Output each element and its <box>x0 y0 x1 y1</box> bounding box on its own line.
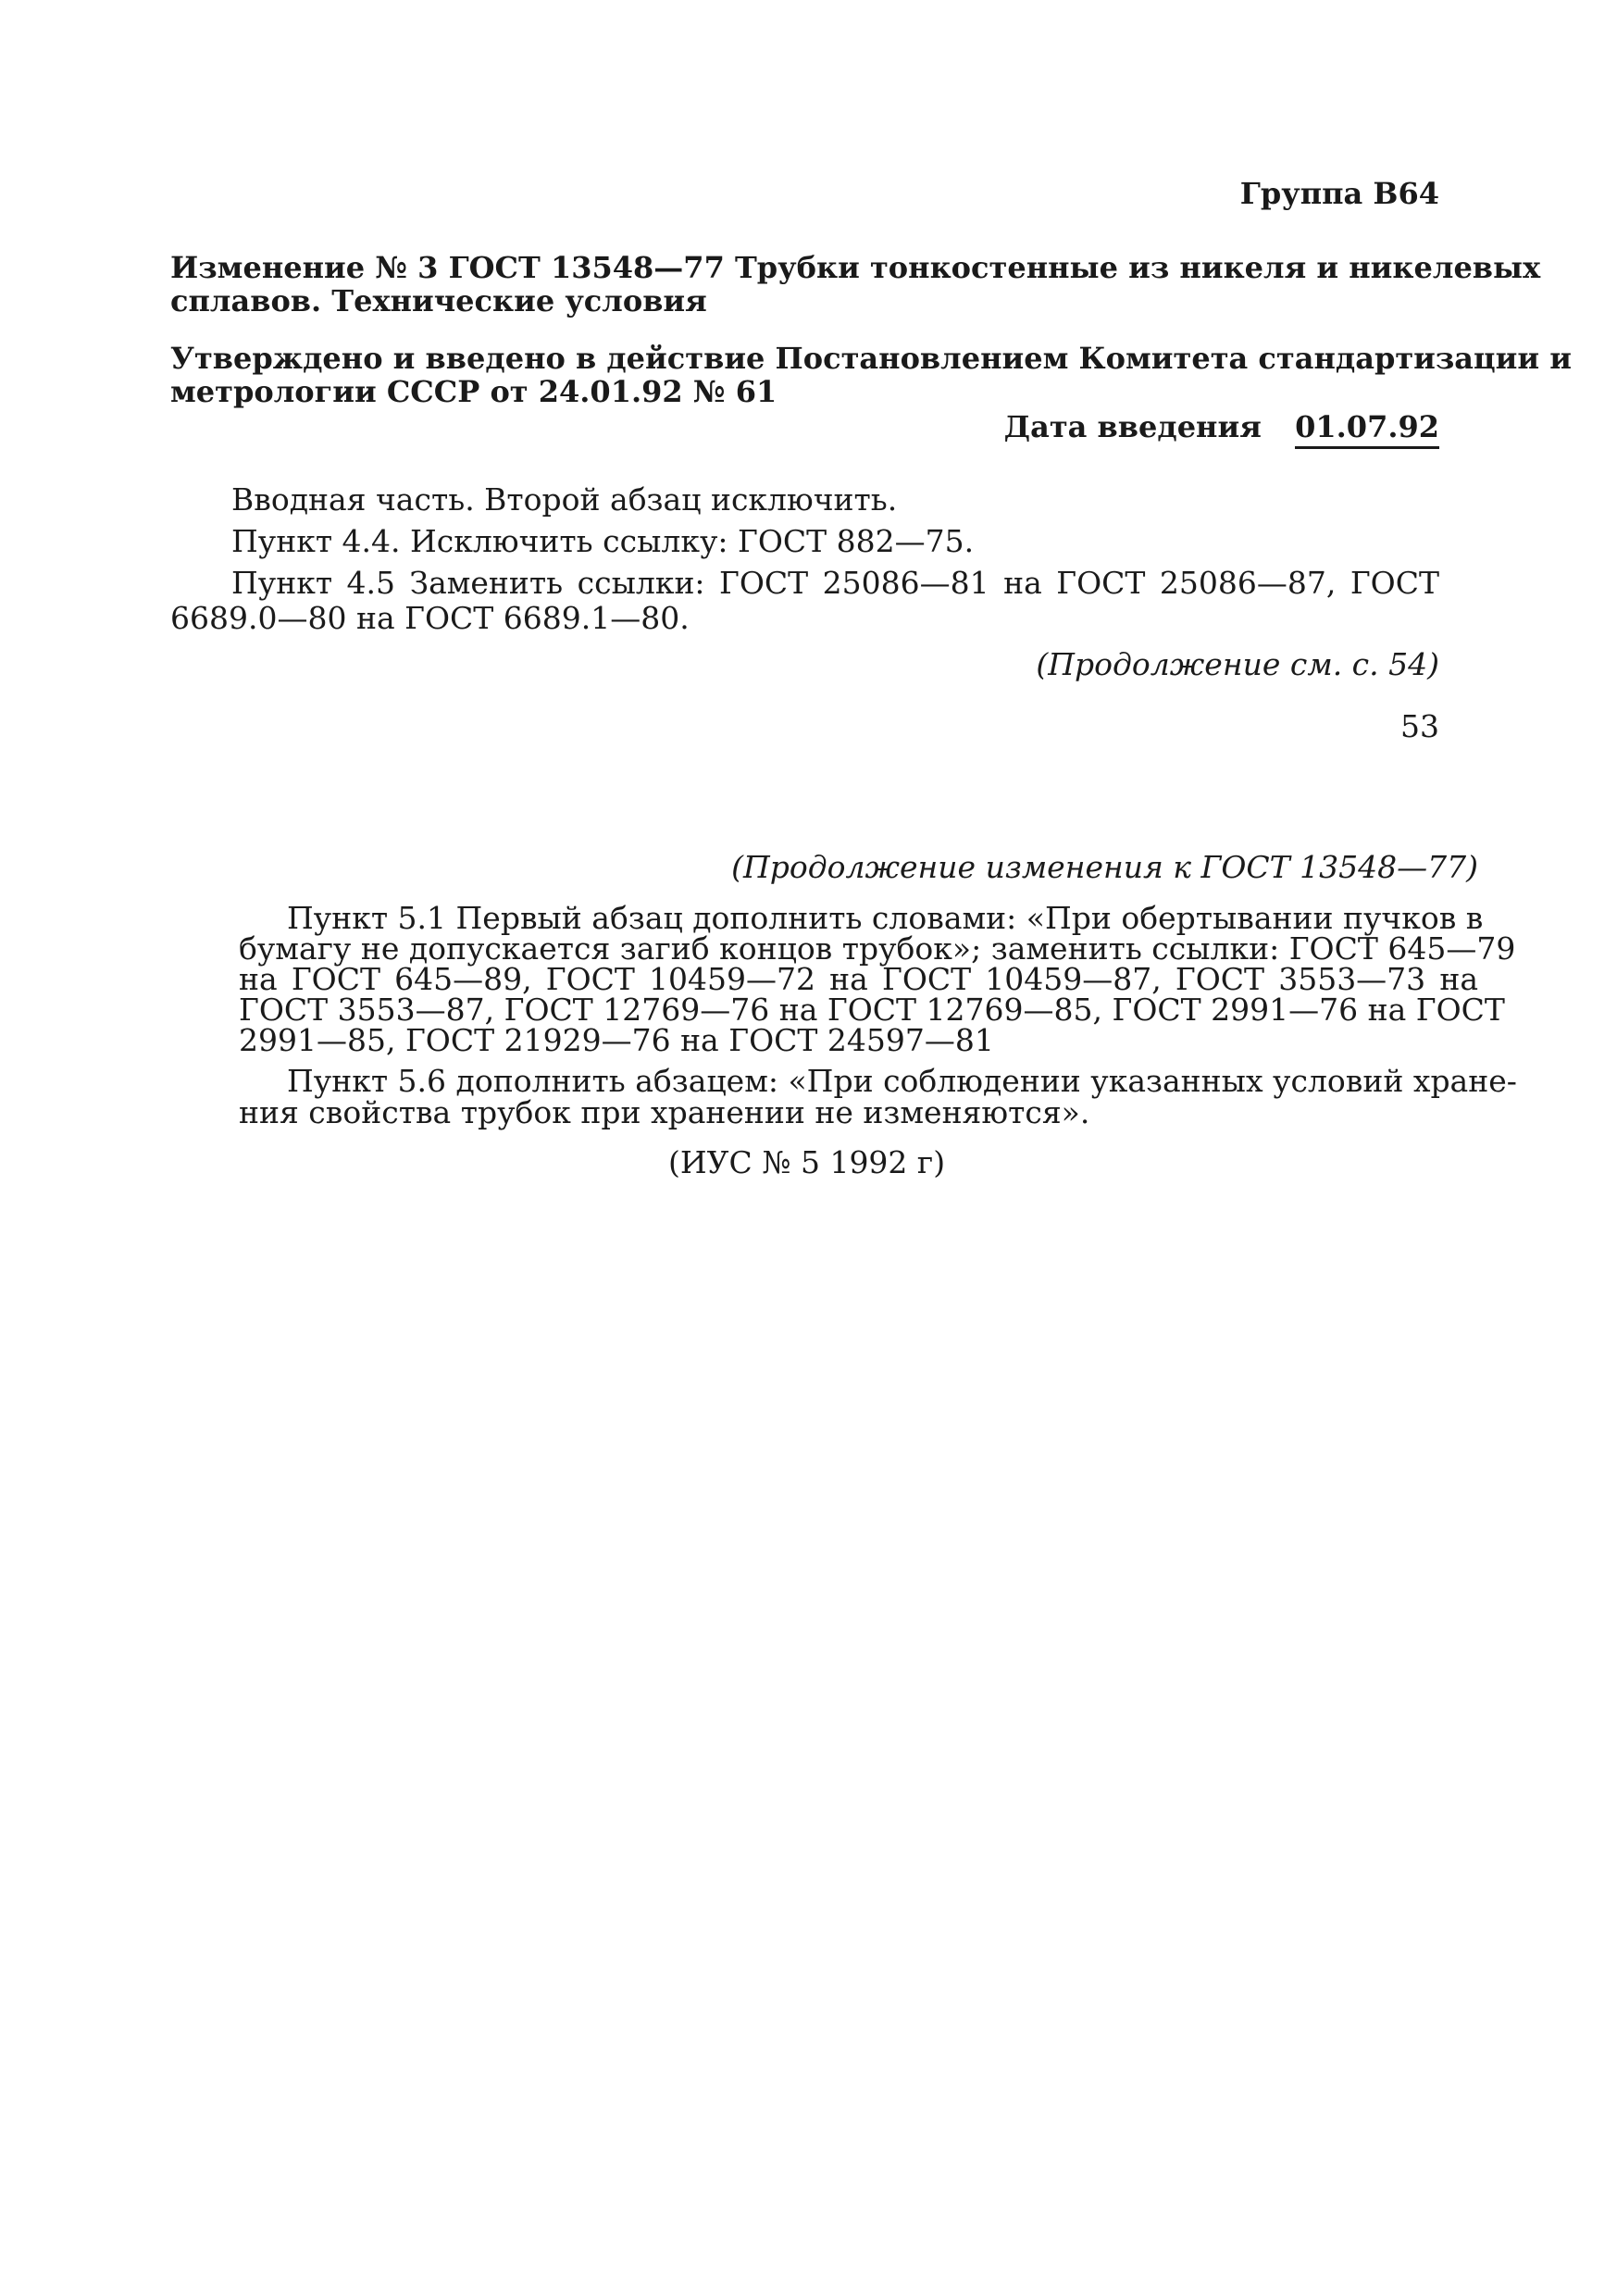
amendment-source: (ИУС № 5 1992 г) <box>668 1144 946 1180</box>
item-intro: Вводная часть. Второй абзац исключить. <box>231 481 898 518</box>
item-5-1-line-3: на ГОСТ 645—89, ГОСТ 10459—72 на ГОСТ 10459—87, ГОСТ 3553—73 на <box>239 961 1478 997</box>
effective-date-line <box>1004 409 1439 444</box>
item-5-1-line-2: бумагу не допускается загиб концов трубок»; заменить ссылки: ГОСТ 645—79 <box>239 930 1516 967</box>
group-label: Группа В64 <box>1239 176 1439 211</box>
page-number: 53 <box>1400 708 1439 744</box>
item-4-5-line-2: 6689.0—80 на ГОСТ 6689.1—80. <box>170 600 690 636</box>
approval-line-1: Утверждено и введено в действие Постановлением Комитета стандартизации и <box>170 341 1573 376</box>
item-5-1-line-1: Пункт 5.1 Первый абзац дополнить словами: «При обертывании пучков в <box>287 900 1484 936</box>
amendment-title-line-1: Изменение № 3 ГОСТ 13548—77 Трубки тонкостенные из никеля и никелевых <box>170 250 1541 285</box>
item-5-1-line-5: 2991—85, ГОСТ 21929—76 на ГОСТ 24597—81 <box>239 1022 994 1058</box>
amendment-title-line-2: сплавов. Технические условия <box>170 283 707 318</box>
item-5-6-line-2: ния свойства трубок при хранении не изменяются». <box>239 1094 1090 1130</box>
effective-date-value: 01.07.92 <box>1295 409 1439 449</box>
approval-line-2: метрологии СССР от 24.01.92 № 61 <box>170 374 777 409</box>
continuation-header: (Продолжение изменения к ГОСТ 13548—77) <box>731 849 1478 885</box>
item-5-1-line-4: ГОСТ 3553—87, ГОСТ 12769—76 на ГОСТ 12769—85, ГОСТ 2991—76 на ГОСТ <box>239 992 1505 1028</box>
item-4-5-line-1: Пункт 4.5 Заменить ссылки: ГОСТ 25086—81 на ГОСТ 25086—87, ГОСТ <box>231 565 1439 601</box>
continuation-note: (Продолжение см. с. 54) <box>1036 646 1439 682</box>
effective-date-label: Дата введения <box>1003 409 1262 444</box>
item-5-6-line-1: Пункт 5.6 дополнить абзацем: «При соблюдении указанных условий хране- <box>287 1063 1517 1099</box>
item-4-4: Пункт 4.4. Исключить ссылку: ГОСТ 882—75. <box>231 523 975 559</box>
